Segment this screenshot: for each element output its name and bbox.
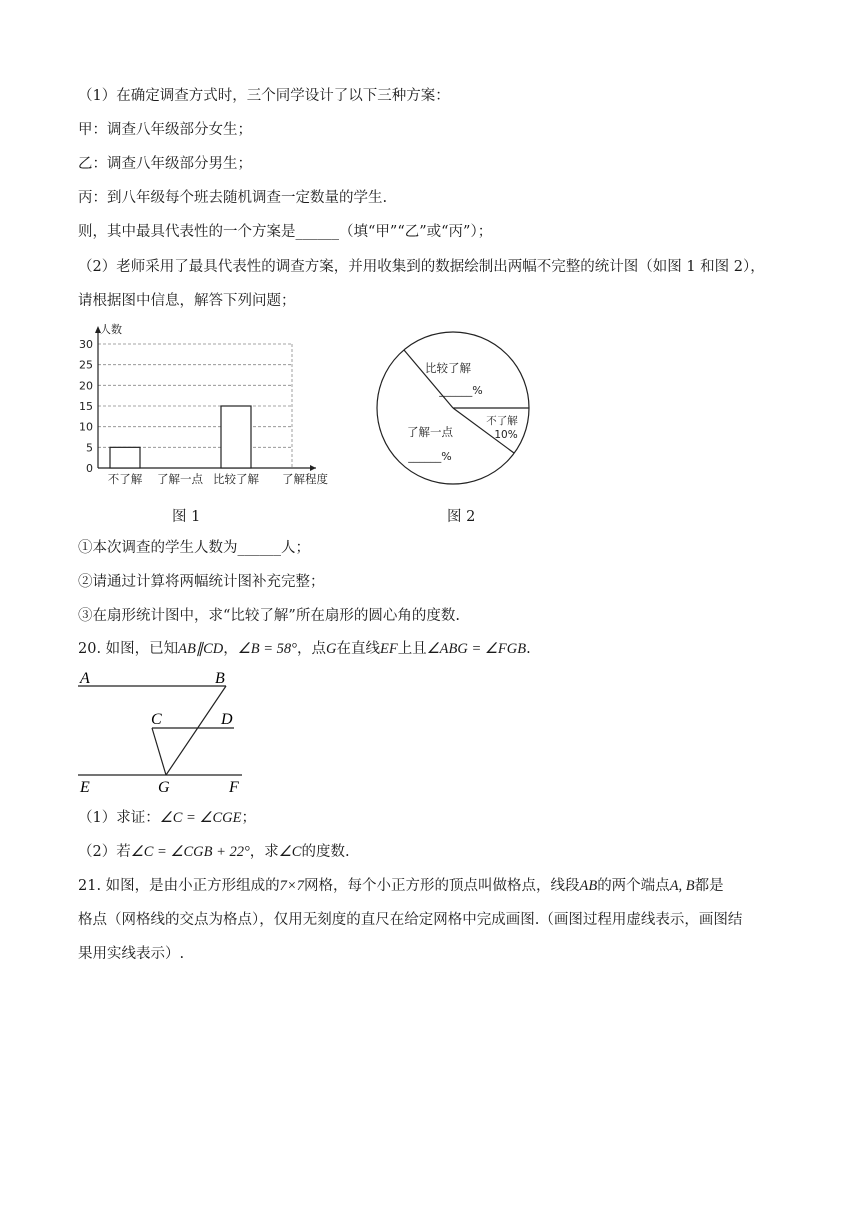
y-tick-label: 5 — [86, 441, 93, 455]
q20-ef: EF — [379, 641, 398, 657]
fig1-caption: 图 1 — [172, 509, 201, 525]
pie-slice-label: 比较了解 — [425, 361, 471, 375]
q19-question1: 则，其中最具代表性的一个方案是______（填“甲”“乙”或“丙”）； — [78, 224, 493, 240]
q21-l1-d: 都是 — [694, 878, 724, 894]
q20-stem-f: . — [526, 641, 531, 657]
y-tick-label: 0 — [86, 462, 93, 475]
pie-slice-label: 了解一点 — [407, 425, 453, 439]
q20-stem-c: ，点 — [296, 641, 326, 657]
bar-chart — [70, 318, 340, 488]
geometry-figure — [74, 668, 264, 798]
q20-g: G — [325, 641, 337, 657]
q21-line1 — [78, 876, 724, 896]
q20-p1-expr: ∠C = ∠CGE — [159, 810, 242, 826]
q20-p2-expr2: ∠C — [278, 844, 302, 860]
bar — [110, 447, 140, 468]
q19-sub1: ①本次调查的学生人数为______人； — [78, 540, 310, 556]
point-e-label: E — [80, 779, 90, 796]
q20-stem — [78, 639, 531, 659]
y-tick-label: 10 — [79, 420, 93, 434]
q20-ab-cd: AB∥CD — [178, 641, 224, 657]
q21-l1-c: 的两个端点 — [597, 878, 670, 894]
pie-slice-value: ______% — [439, 384, 483, 397]
q19-plan-b: 乙：调查八年级部分男生； — [78, 156, 252, 172]
q20-p2-expr: ∠C = ∠CGB + 22° — [130, 844, 250, 860]
q20-p2-c: 的度数. — [301, 844, 350, 860]
category-label: 不了解 — [107, 472, 143, 486]
category-label: 比较了解 — [213, 472, 259, 486]
pie-slice-value: 10% — [494, 429, 518, 441]
point-c-label: C — [151, 711, 162, 728]
q20-stem-a: 如图，已知 — [105, 641, 179, 657]
q20-number: 20. — [78, 641, 102, 657]
category-label: 了解一点 — [157, 472, 203, 486]
y-axis-label: 人数 — [100, 323, 122, 336]
q21-ab: AB — [579, 878, 598, 894]
bar — [221, 406, 251, 468]
pie-chart — [368, 322, 538, 492]
pie-slice-value: ______% — [408, 450, 452, 463]
q19-part2-line1: （2）老师采用了最具代表性的调查方案，并用收集到的数据绘制出两幅不完整的统计图（如图 1 和图 2）， — [78, 259, 765, 275]
q20-stem-d: 在直线 — [336, 641, 380, 657]
q19-sub3: ③在扇形统计图中，求“比较了解”所在扇形的圆心角的度数. — [78, 608, 460, 624]
y-tick-label: 20 — [79, 379, 93, 393]
q21-l1-a: 21. 如图，是由小正方形组成的 — [78, 878, 280, 894]
q19-part1-intro: （1）在确定调查方式时，三个同学设计了以下三种方案： — [78, 88, 450, 104]
q21-l1-b: 网格，每个小正方形的顶点叫做格点，线段 — [303, 878, 580, 894]
q19-part2-line2: 请根据图中信息，解答下列问题； — [78, 293, 296, 309]
q20-p1-a: （1）求证： — [78, 810, 160, 826]
point-a-label: A — [80, 670, 90, 687]
q19-plan-a: 甲：调查八年级部分女生； — [78, 122, 252, 138]
q20-angle-b: ∠B = 58° — [237, 641, 297, 657]
q20-part2 — [78, 842, 350, 862]
q19-sub2: ②请通过计算将两幅统计图补充完整； — [78, 574, 325, 590]
q21-line2: 格点（网格线的交点为格点），仅用无刻度的直尺在给定网格中完成画图.（画图过程用虚线表示，画图结 — [78, 912, 743, 928]
pie-divider-1 — [404, 350, 453, 408]
q20-p1-b: ； — [241, 810, 256, 826]
segment-cg — [152, 728, 166, 775]
point-b-label: B — [215, 670, 225, 687]
x-axis-arrow — [310, 465, 316, 471]
q19-plan-c: 丙：到八年级每个班去随机调查一定数量的学生. — [78, 190, 388, 206]
fig2-caption: 图 2 — [447, 509, 476, 525]
q20-p2-a: （2）若 — [78, 844, 131, 860]
q20-part1 — [78, 808, 256, 828]
q20-stem-b: ， — [223, 641, 238, 657]
y-tick-label: 30 — [79, 338, 93, 351]
y-tick-label: 25 — [79, 358, 93, 372]
q21-grid: 7×7 — [279, 878, 304, 894]
point-d-label: D — [221, 711, 233, 728]
y-tick-label: 15 — [79, 400, 93, 413]
q20-p2-b: ，求 — [249, 844, 279, 860]
segment-bg — [166, 686, 226, 775]
q21-line3: 果用实线表示）. — [78, 946, 185, 962]
point-g-label: G — [158, 779, 170, 796]
q20-angle-eq: ∠ABG = ∠FGB — [426, 641, 527, 657]
pie-slice-label: 不了解 — [486, 415, 518, 427]
q20-stem-e: 上且 — [397, 641, 427, 657]
q21-ab-points: A, B — [669, 878, 695, 894]
point-f-label: F — [229, 779, 239, 796]
x-axis-label: 了解程度 — [282, 472, 328, 486]
